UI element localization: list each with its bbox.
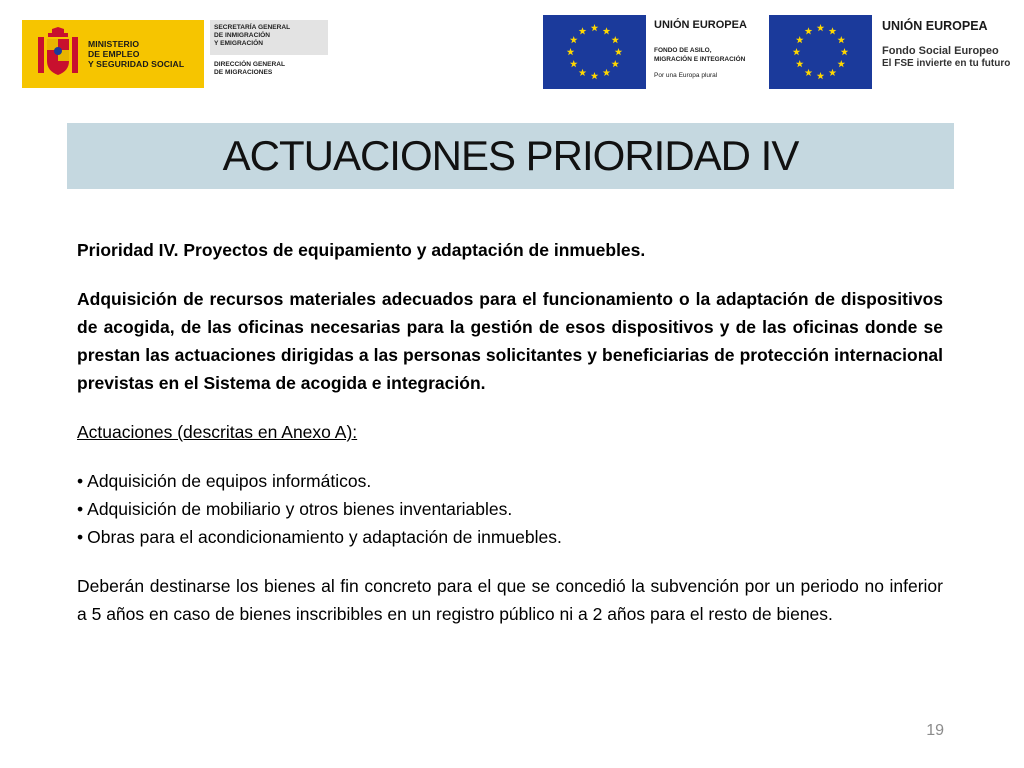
ministerio-logo [22, 20, 204, 88]
eu-2-motto: El FSE invierte en tu futuro [882, 58, 1011, 69]
eu-flag-icon [543, 15, 646, 89]
eu-1-motto: Por una Europa plural [654, 72, 718, 79]
ministerio-line-2: DE EMPLEO [88, 49, 140, 59]
ministerio-line-3: Y SEGURIDAD SOCIAL [88, 59, 185, 69]
page-number: 19 [926, 722, 944, 739]
priority-heading: Prioridad IV. Proyectos de equipamiento y adaptación de inmuebles. [77, 240, 646, 260]
list-item [77, 495, 943, 523]
eu-asylum-fund-logo [543, 15, 766, 89]
eu-2-title: UNIÓN EUROPEA [882, 19, 988, 33]
secretaria-logo [210, 20, 328, 88]
secretaria-line-1: SECRETARÍA GENERAL [214, 24, 291, 31]
list-item-text: Obras para el acondicionamiento y adaptación de inmuebles. [87, 527, 562, 547]
eu-flag-icon [769, 15, 872, 89]
priority-description: Adquisición de recursos materiales adecuados para el funcionamiento o la adaptación de dispositivos de acogida, de las oficinas necesarias para la gestión de esos dispositivos y de las oficinas donde se prestan las actuaciones dirigidas a las personas solicitantes y beneficiarias de protección internacional previstas en el Sistema de acogida e integración. [77, 289, 943, 393]
direccion-line-1: DIRECCIÓN GENERAL [214, 61, 286, 68]
eu-1-fund-line-2: MIGRACIÓN E INTEGRACIÓN [654, 55, 746, 63]
slide-content [77, 236, 943, 628]
bullet-icon: • [77, 471, 84, 491]
secretaria-line-3: Y EMIGRACIÓN [214, 40, 263, 47]
bullet-icon: • [77, 499, 84, 519]
closing-paragraph: Deberán destinarse los bienes al fin concreto para el que se concedió la subvención por un periodo no inferior a 5 años en caso de bienes inscribibles en un registro público ni a 2 años para el resto de bienes. [77, 576, 943, 624]
actuaciones-list [77, 467, 943, 551]
list-item-text: Adquisición de equipos informáticos. [87, 471, 372, 491]
ministerio-line-1: MINISTERIO [88, 39, 140, 49]
coat-of-arms-icon [34, 27, 82, 81]
bullet-icon: • [77, 527, 84, 547]
list-item-text: Adquisición de mobiliario y otros bienes inventariables. [87, 499, 513, 519]
slide-title: ACTUACIONES PRIORIDAD IV [222, 132, 799, 179]
actuaciones-label: Actuaciones (descritas en Anexo A): [77, 422, 358, 442]
list-item [77, 523, 943, 551]
direccion-line-2: DE MIGRACIONES [214, 69, 273, 76]
title-band [67, 123, 954, 189]
eu-1-fund-line-1: FONDO DE ASILO, [654, 47, 712, 54]
secretaria-line-2: DE INMIGRACIÓN [214, 32, 271, 39]
list-item [77, 467, 943, 495]
eu-social-fund-logo [769, 15, 1020, 89]
eu-2-fund: Fondo Social Europeo [882, 45, 999, 57]
eu-1-title: UNIÓN EUROPEA [654, 19, 747, 31]
